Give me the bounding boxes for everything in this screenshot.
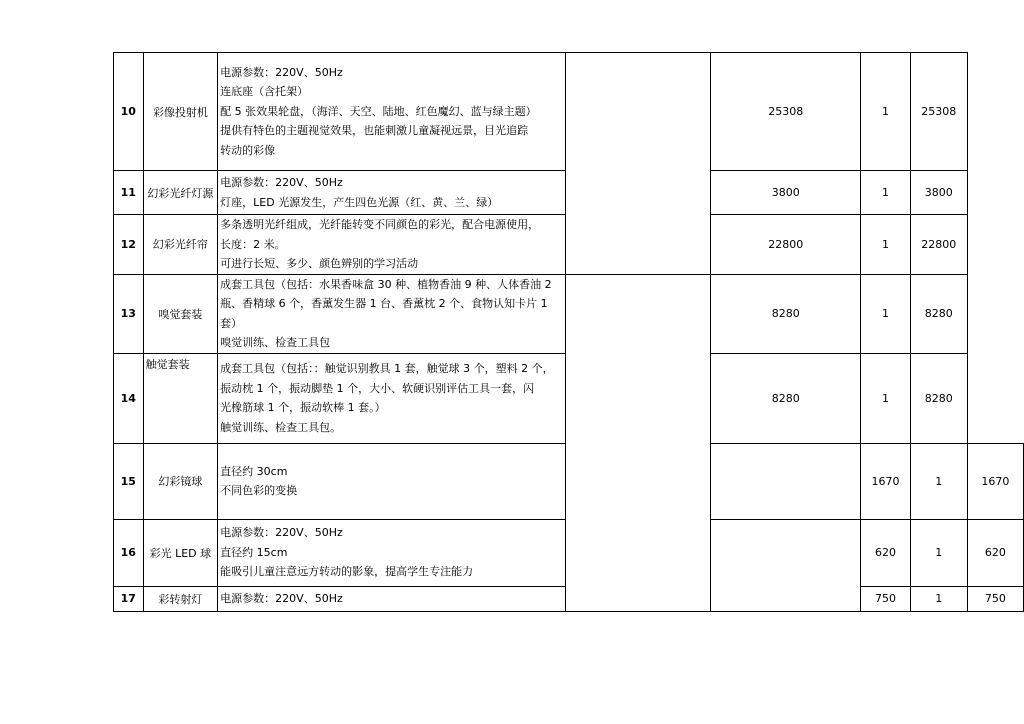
blank-column-cell bbox=[566, 274, 711, 611]
description-line: 成套工具包（包括：水果香味盒 30 种、植物香油 9 种、人体香油 2 bbox=[220, 277, 552, 291]
description-line: 配 5 张效果轮盘，（海洋、天空、陆地、红色魔幻、蓝与绿主题） bbox=[220, 104, 537, 118]
description-line: 触觉训练、检查工具包。 bbox=[220, 420, 342, 434]
item-description bbox=[218, 519, 566, 586]
description-line: 不同色彩的变换 bbox=[220, 484, 298, 497]
description-line: 提供有特色的主题视觉效果，也能刺激儿童凝视远景，目光追踪 bbox=[220, 124, 529, 138]
item-name: 幻彩光纤灯源 bbox=[143, 171, 218, 215]
equipment-table-body bbox=[114, 53, 1024, 612]
row-number: 12 bbox=[114, 215, 144, 275]
description-line: 瓶、香精球 6 个，香薰发生器 1 台、香薰枕 2 个、食物认知卡片 1 bbox=[220, 297, 548, 310]
total-price: 22800 bbox=[910, 215, 967, 275]
description-line: 光橡筋球 1 个，振动软棒 1 套。） bbox=[220, 401, 386, 414]
item-name: 嗅觉套装 bbox=[143, 274, 218, 353]
row-number: 15 bbox=[114, 443, 144, 519]
unit-price: 25308 bbox=[711, 53, 861, 171]
description-line: 嗅觉训练、检查工具包 bbox=[220, 336, 331, 349]
row-number: 17 bbox=[114, 586, 144, 611]
row-number: 13 bbox=[114, 274, 144, 353]
blank-column-cell bbox=[566, 53, 711, 275]
quantity: 1 bbox=[861, 171, 910, 215]
quantity: 1 bbox=[861, 53, 910, 171]
description-line: 电源参数：220V、50Hz bbox=[220, 526, 343, 540]
unit-price: 3800 bbox=[711, 171, 861, 215]
description-line: 套） bbox=[220, 316, 243, 330]
description-line: 长度：2 米。 bbox=[220, 237, 286, 251]
row-number: 16 bbox=[114, 519, 144, 586]
description-line: 电源参数：220V、50Hz bbox=[220, 591, 343, 605]
description-line: 灯座，LED 光源发生，产生四色光源（红、黄、兰、绿） bbox=[220, 195, 499, 209]
item-name: 幻彩光纤帘 bbox=[143, 215, 218, 275]
item-name: 幻彩镜球 bbox=[143, 443, 218, 519]
item-description bbox=[218, 586, 566, 611]
description-line: 电源参数：220V、50Hz bbox=[220, 176, 343, 189]
item-description bbox=[218, 353, 566, 443]
total-price: 8280 bbox=[910, 353, 967, 443]
quantity: 1 bbox=[910, 586, 967, 611]
unit-price: 8280 bbox=[711, 274, 861, 353]
blank-column-cell bbox=[711, 519, 861, 611]
blank-column-cell bbox=[711, 443, 861, 519]
description-line: 转动的彩像 bbox=[220, 143, 276, 157]
quantity: 1 bbox=[861, 274, 910, 353]
description-line: 能吸引儿童注意远方转动的影象，提高学生专注能力 bbox=[220, 565, 474, 579]
description-line: 直径约 30cm bbox=[220, 464, 288, 478]
table-row bbox=[114, 274, 1024, 353]
unit-price: 22800 bbox=[711, 215, 861, 275]
unit-price: 620 bbox=[861, 519, 910, 586]
total-price: 25308 bbox=[910, 53, 967, 171]
total-price: 1670 bbox=[967, 443, 1023, 519]
quantity: 1 bbox=[861, 215, 910, 275]
row-number: 14 bbox=[114, 353, 144, 443]
description-line: 直径约 15cm bbox=[220, 545, 288, 559]
equipment-table bbox=[113, 52, 1024, 612]
total-price: 3800 bbox=[910, 171, 967, 215]
description-line: 可进行长短、多少、颜色辨别的学习活动 bbox=[220, 257, 419, 270]
description-line: 连底座（含托架） bbox=[220, 85, 309, 99]
quantity: 1 bbox=[910, 519, 967, 586]
item-description bbox=[218, 274, 566, 353]
quantity: 1 bbox=[910, 443, 967, 519]
item-name: 彩像投射机 bbox=[143, 53, 218, 171]
total-price: 620 bbox=[967, 519, 1023, 586]
item-name: 触觉套装 bbox=[143, 353, 218, 443]
total-price: 750 bbox=[967, 586, 1023, 611]
unit-price: 1670 bbox=[861, 443, 910, 519]
item-description bbox=[218, 215, 566, 275]
unit-price: 750 bbox=[861, 586, 910, 611]
item-name: 彩光 LED 球 bbox=[143, 519, 218, 586]
table-row bbox=[114, 53, 1024, 171]
item-name: 彩转射灯 bbox=[143, 586, 218, 611]
item-description bbox=[218, 443, 566, 519]
total-price: 8280 bbox=[910, 274, 967, 353]
row-number: 10 bbox=[114, 53, 144, 171]
description-line: 成套工具包（包括：：触觉识别教具 1 套，触觉球 3 个，塑料 2 个， bbox=[220, 362, 554, 375]
description-line: 电源参数：220V、50Hz bbox=[220, 65, 343, 79]
item-description bbox=[218, 53, 566, 171]
item-description bbox=[218, 171, 566, 215]
description-line: 多条透明光纤组成，光纤能转变不同颜色的彩光，配合电源使用， bbox=[220, 218, 540, 231]
quantity: 1 bbox=[861, 353, 910, 443]
description-line: 振动枕 1 个，振动脚垫 1 个，大小、软硬识别评估工具一套，闪 bbox=[220, 381, 535, 395]
unit-price: 8280 bbox=[711, 353, 861, 443]
row-number: 11 bbox=[114, 171, 144, 215]
